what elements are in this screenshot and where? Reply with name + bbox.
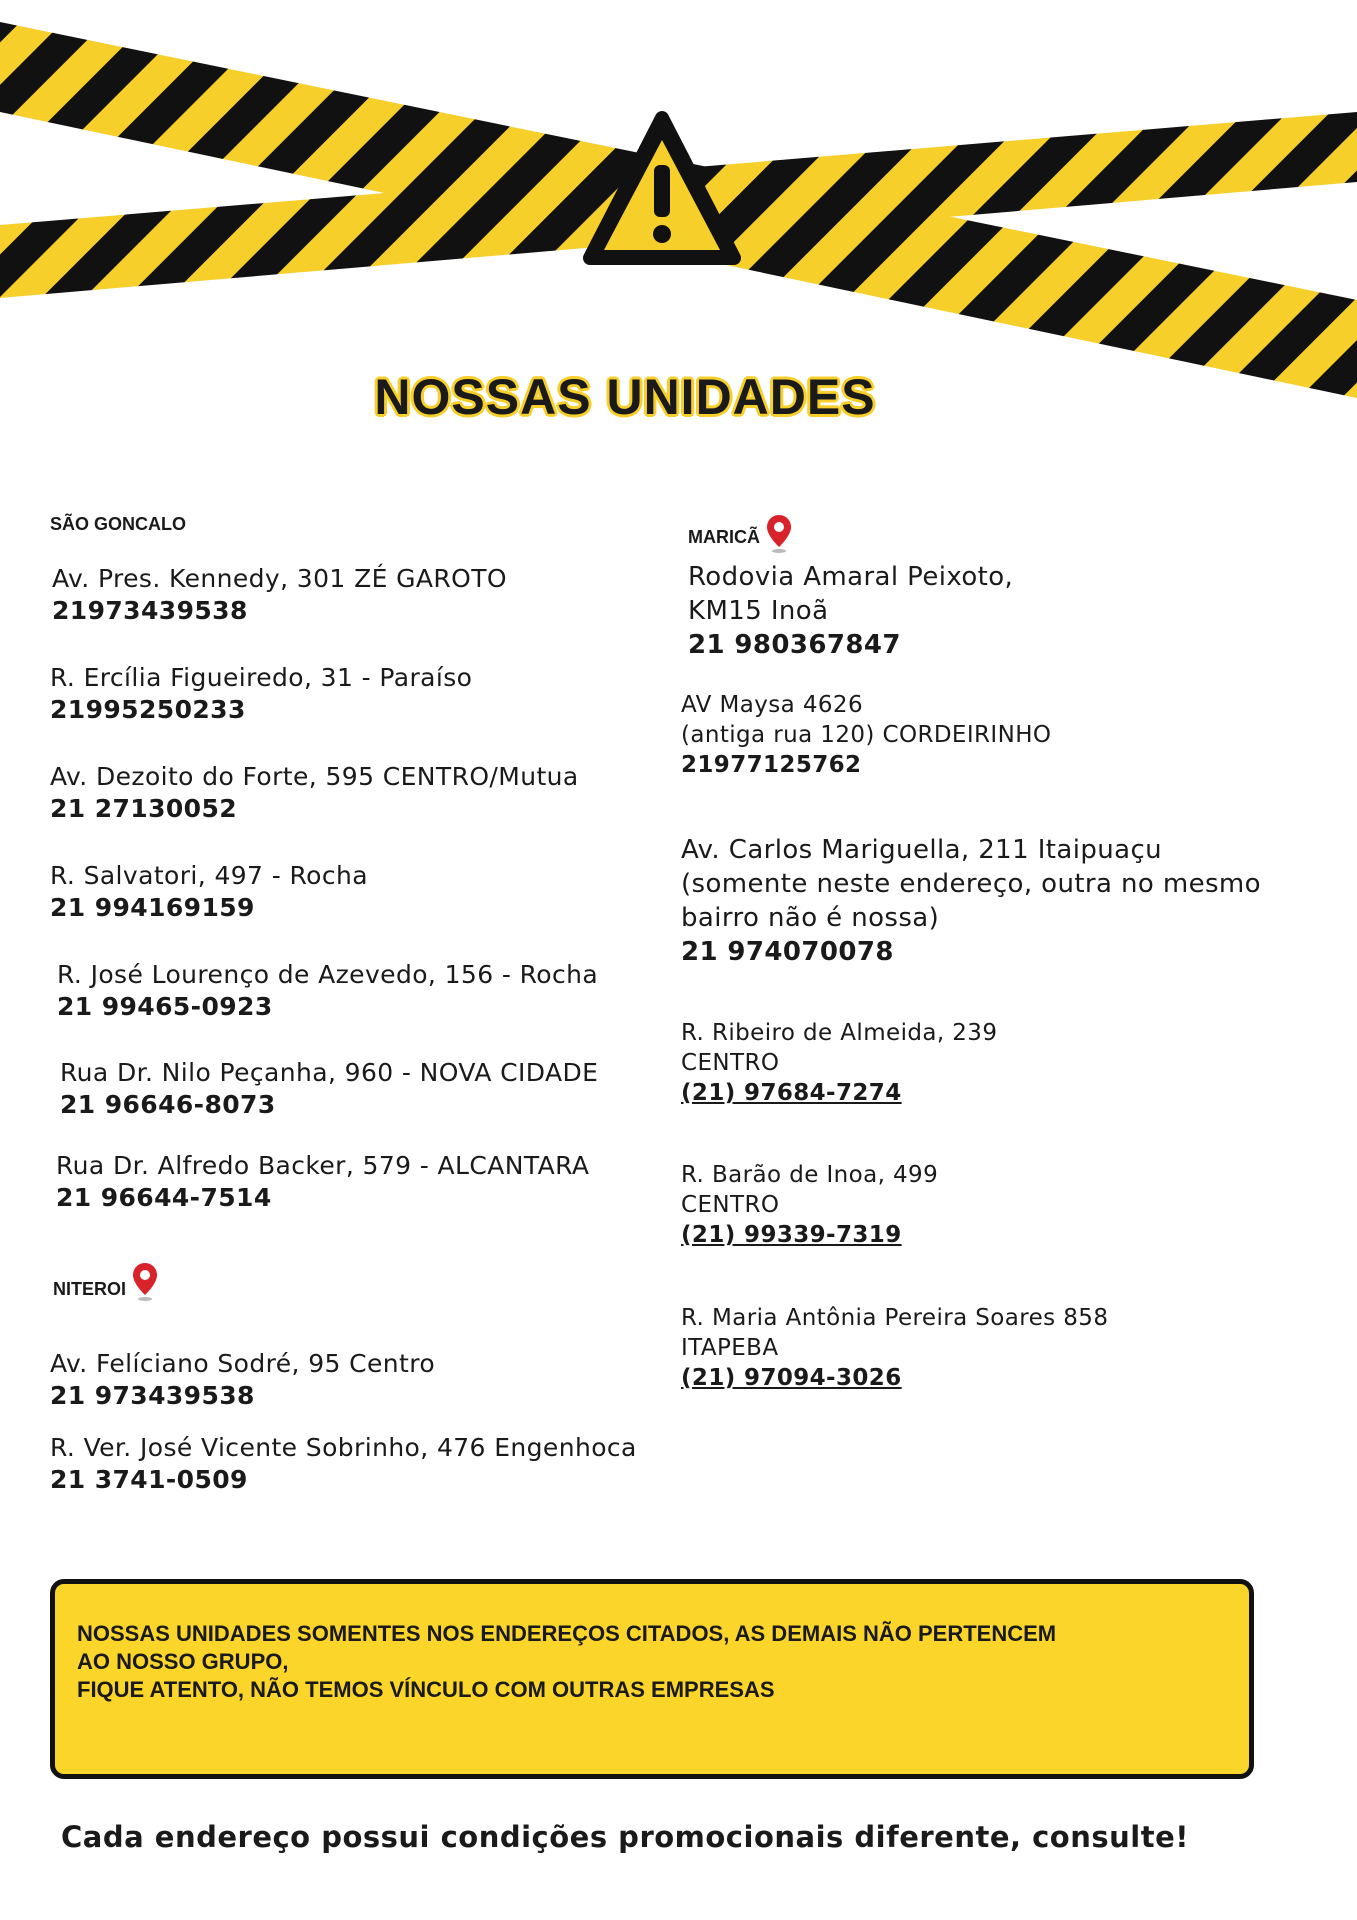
region-label: SÃO GONCALO: [50, 514, 187, 534]
unit-entry: [50, 1348, 435, 1412]
unit-address: R. José Lourenço de Azevedo, 156 - Rocha: [57, 960, 599, 989]
unit-entry: [50, 860, 368, 924]
unit-phone[interactable]: 21 974070078: [681, 937, 894, 967]
region-label: NITEROI: [53, 1279, 127, 1299]
unit-phone[interactable]: 21 96644-7514: [56, 1183, 272, 1212]
unit-entry: [50, 761, 579, 825]
warning-notice-box: NOSSAS UNIDADES SOMENTES NOS ENDEREÇOS CITADOS, AS DEMAIS NÃO PERTENCEM AO NOSSO GRUPO, FIQUE ATENTO, NÃO TEMOS VÍNCULO COM OUTRAS EMPRESAS: [50, 1579, 1254, 1779]
unit-entry: [681, 1160, 938, 1250]
unit-phone[interactable]: 21973439538: [52, 596, 248, 625]
unit-phone[interactable]: 21 3741-0509: [50, 1465, 248, 1494]
unit-entry: [681, 690, 1051, 780]
unit-address: Rua Dr. Nilo Peçanha, 960 - NOVA CIDADE: [60, 1058, 599, 1087]
unit-entry: [57, 959, 598, 1023]
unit-phone[interactable]: 21 980367847: [688, 630, 901, 660]
unit-phone[interactable]: 21995250233: [50, 695, 246, 724]
unit-phone-link[interactable]: (21) 97094-3026: [681, 1365, 902, 1391]
caution-tape-banner: [0, 0, 1357, 400]
unit-entry: [56, 1150, 589, 1214]
unit-entry: [681, 1018, 997, 1108]
unit-entry: [60, 1057, 598, 1121]
unit-address: R. Ver. José Vicente Sobrinho, 476 Engenhoca: [50, 1433, 637, 1462]
unit-address: Rodovia Amaral Peixoto, KM15 Inoã: [688, 562, 1014, 626]
unit-address: R. Ribeiro de Almeida, 239 CENTRO: [681, 1020, 998, 1076]
unit-address: Rua Dr. Alfredo Backer, 579 - ALCANTARA: [56, 1151, 590, 1180]
unit-phone[interactable]: 21977125762: [681, 752, 862, 778]
unit-entry: [52, 563, 507, 627]
unit-address: R. Ercília Figueiredo, 31 - Paraíso: [50, 663, 473, 692]
unit-phone[interactable]: 21 96646-8073: [60, 1090, 276, 1119]
unit-phone-link[interactable]: (21) 97684-7274: [681, 1080, 902, 1106]
unit-entry: [681, 833, 1261, 969]
unit-phone-link[interactable]: (21) 99339-7319: [681, 1222, 902, 1248]
region-marica: [688, 514, 792, 554]
unit-address: Av. Dezoito do Forte, 595 CENTRO/Mutua: [50, 762, 579, 791]
region-sao-goncalo: [50, 514, 186, 535]
unit-address: Av. Felíciano Sodré, 95 Centro: [50, 1349, 436, 1378]
unit-phone[interactable]: 21 27130052: [50, 794, 238, 823]
unit-entry: [681, 1303, 1108, 1393]
map-pin-icon: [132, 1262, 158, 1302]
unit-address: R. Salvatori, 497 - Rocha: [50, 861, 368, 890]
region-niteroi: [53, 1262, 158, 1302]
unit-address: AV Maysa 4626 (antiga rua 120) CORDEIRINHO: [681, 692, 1052, 748]
unit-entry: [50, 1432, 637, 1496]
unit-entry: [688, 560, 1013, 662]
map-pin-icon: [766, 514, 792, 554]
unit-phone[interactable]: 21 99465-0923: [57, 992, 273, 1021]
unit-address: R. Maria Antônia Pereira Soares 858 ITAPEBA: [681, 1305, 1109, 1361]
unit-phone[interactable]: 21 994169159: [50, 893, 255, 922]
unit-entry: [50, 662, 472, 726]
footer-note: Cada endereço possui condições promocionais diferente, consulte!: [61, 1820, 1189, 1854]
unit-address: Av. Carlos Mariguella, 211 Itaipuaçu (somente neste endereço, outra no mesmo bairro não é nossa): [681, 835, 1261, 933]
page-title: NOSSAS UNIDADES: [374, 369, 876, 425]
unit-address: Av. Pres. Kennedy, 301 ZÉ GAROTO: [52, 564, 508, 593]
unit-phone[interactable]: 21 973439538: [50, 1381, 255, 1410]
region-label: MARICÃ: [688, 527, 760, 547]
unit-address: R. Barão de Inoa, 499 CENTRO: [681, 1162, 939, 1218]
